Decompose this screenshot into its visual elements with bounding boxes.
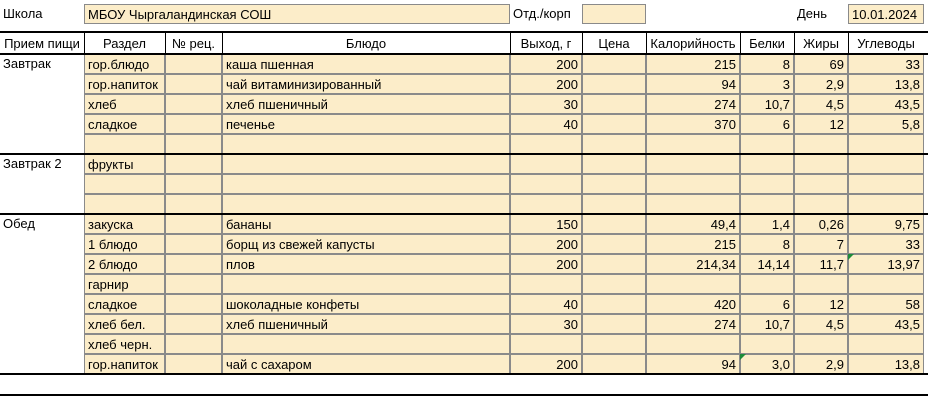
cell-section[interactable]: [84, 194, 165, 214]
cell-meal: [0, 114, 84, 134]
cell-recipe[interactable]: [165, 354, 222, 374]
cell-protein[interactable]: 6: [740, 294, 794, 314]
column-separator: [794, 33, 795, 54]
cell-meal: [0, 314, 84, 334]
cell-carbs[interactable]: [848, 334, 924, 354]
cell-comment-marker-icon[interactable]: [848, 254, 854, 260]
cell-carbs[interactable]: [848, 194, 924, 214]
cell-dish[interactable]: шоколадные конфеты: [222, 294, 510, 314]
school-field[interactable]: МБОУ Чыргаландинская СОШ: [84, 4, 510, 24]
cell-section[interactable]: гор.блюдо: [84, 54, 165, 74]
cell-price[interactable]: [582, 354, 646, 374]
cell-protein[interactable]: [740, 334, 794, 354]
cell-fat[interactable]: 12: [794, 114, 848, 134]
day-label: День: [797, 6, 827, 21]
cell-calories[interactable]: [646, 174, 740, 194]
cell-carbs[interactable]: [848, 174, 924, 194]
cell-calories[interactable]: [646, 134, 740, 154]
cell-meal: [0, 94, 84, 114]
cell-yield[interactable]: 30: [510, 314, 582, 334]
cell-price[interactable]: [582, 134, 646, 154]
col-header-carbs: Углеводы: [857, 36, 915, 51]
cell-fat[interactable]: 69: [794, 54, 848, 74]
cell-meal: [0, 334, 84, 354]
cell-recipe[interactable]: [165, 74, 222, 94]
day-field[interactable]: 10.01.2024: [848, 4, 924, 24]
column-separator: [222, 33, 223, 54]
col-header-calories: Калорийность: [650, 36, 736, 51]
cell-fat[interactable]: 0,26: [794, 214, 848, 234]
cell-carbs[interactable]: 13,8: [848, 74, 924, 94]
cell-carbs[interactable]: [848, 134, 924, 154]
cell-fat[interactable]: [794, 274, 848, 294]
cell-calories[interactable]: 215: [646, 54, 740, 74]
cell-meal: [0, 254, 84, 274]
cell-meal: [0, 274, 84, 294]
cell-protein[interactable]: 3: [740, 74, 794, 94]
cell-fat[interactable]: 2,9: [794, 74, 848, 94]
cell-calories[interactable]: 94: [646, 354, 740, 374]
cell-fat[interactable]: 11,7: [794, 254, 848, 274]
cell-protein[interactable]: 3,0: [740, 354, 794, 374]
cell-dish[interactable]: хлеб пшеничный: [222, 314, 510, 334]
cell-protein[interactable]: 10,7: [740, 314, 794, 334]
cell-fat[interactable]: [794, 134, 848, 154]
cell-yield[interactable]: 200: [510, 254, 582, 274]
cell-dish[interactable]: каша пшенная: [222, 54, 510, 74]
cell-carbs[interactable]: 9,75: [848, 214, 924, 234]
cell-section[interactable]: сладкое: [84, 114, 165, 134]
section-divider: [0, 53, 928, 55]
cell-comment-marker-icon[interactable]: [740, 354, 746, 360]
cell-fat[interactable]: 4,5: [794, 94, 848, 114]
cell-carbs[interactable]: 5,8: [848, 114, 924, 134]
cell-price[interactable]: [582, 174, 646, 194]
cell-carbs[interactable]: 58: [848, 294, 924, 314]
cell-carbs[interactable]: [848, 154, 924, 174]
cell-dish[interactable]: хлеб пшеничный: [222, 94, 510, 114]
cell-carbs[interactable]: [848, 274, 924, 294]
cell-calories[interactable]: 274: [646, 94, 740, 114]
cell-section[interactable]: 2 блюдо: [84, 254, 165, 274]
column-separator: [84, 33, 85, 54]
cell-fat[interactable]: 7: [794, 234, 848, 254]
cell-dish[interactable]: [222, 174, 510, 194]
cell-calories[interactable]: 420: [646, 294, 740, 314]
cell-section[interactable]: [84, 134, 165, 154]
section-divider: [0, 213, 928, 215]
cell-dish[interactable]: [222, 194, 510, 214]
cell-protein[interactable]: 8: [740, 234, 794, 254]
cell-meal: Завтрак: [3, 56, 51, 71]
cell-calories[interactable]: 370: [646, 114, 740, 134]
cell-price[interactable]: [582, 294, 646, 314]
cell-section[interactable]: хлеб черн.: [84, 334, 165, 354]
col-header-price: Цена: [598, 36, 630, 51]
cell-section[interactable]: хлеб бел.: [84, 314, 165, 334]
cell-calories[interactable]: 214,34: [646, 254, 740, 274]
col-header-meal: Прием пищи: [4, 36, 80, 51]
cell-fat[interactable]: 12: [794, 294, 848, 314]
cell-meal: [0, 134, 84, 154]
cell-price[interactable]: [582, 314, 646, 334]
col-header-dish: Блюдо: [345, 36, 387, 51]
cell-protein[interactable]: 14,14: [740, 254, 794, 274]
cell-protein[interactable]: 1,4: [740, 214, 794, 234]
section-divider: [0, 373, 928, 375]
cell-protein[interactable]: [740, 274, 794, 294]
cell-protein[interactable]: 6: [740, 114, 794, 134]
cell-carbs[interactable]: 33: [848, 234, 924, 254]
cell-recipe[interactable]: [165, 234, 222, 254]
cell-dish[interactable]: [222, 134, 510, 154]
cell-calories[interactable]: 274: [646, 314, 740, 334]
cell-recipe[interactable]: [165, 294, 222, 314]
cell-section[interactable]: фрукты: [84, 154, 165, 174]
section-divider: [0, 153, 928, 155]
cell-protein[interactable]: [740, 194, 794, 214]
cell-dish[interactable]: чай с сахаром: [222, 354, 510, 374]
cell-calories[interactable]: [646, 154, 740, 174]
col-header-recipe: № рец.: [171, 36, 216, 51]
cell-recipe[interactable]: [165, 254, 222, 274]
cell-fat[interactable]: [794, 194, 848, 214]
cell-fat[interactable]: [794, 154, 848, 174]
cell-carbs[interactable]: 43,5: [848, 314, 924, 334]
cell-price[interactable]: [582, 334, 646, 354]
cell-dish[interactable]: плов: [222, 254, 510, 274]
column-separator: [740, 33, 741, 54]
cell-meal: [0, 294, 84, 314]
cell-protein[interactable]: 8: [740, 54, 794, 74]
cell-yield[interactable]: 40: [510, 114, 582, 134]
cell-calories[interactable]: 215: [646, 234, 740, 254]
cell-yield[interactable]: 40: [510, 294, 582, 314]
cell-carbs[interactable]: 33: [848, 54, 924, 74]
cell-recipe[interactable]: [165, 54, 222, 74]
cell-protein[interactable]: [740, 174, 794, 194]
column-separator: [165, 33, 166, 54]
cell-meal: [0, 194, 84, 214]
cell-calories[interactable]: [646, 274, 740, 294]
cell-price[interactable]: [582, 74, 646, 94]
cell-fat[interactable]: [794, 174, 848, 194]
cell-yield[interactable]: 200: [510, 234, 582, 254]
cell-fat[interactable]: 2,9: [794, 354, 848, 374]
col-header-fat: Жиры: [803, 36, 839, 51]
cell-dish[interactable]: печенье: [222, 114, 510, 134]
col-header-protein: Белки: [749, 36, 785, 51]
cell-yield[interactable]: [510, 174, 582, 194]
cell-carbs[interactable]: 43,5: [848, 94, 924, 114]
cell-protein[interactable]: [740, 134, 794, 154]
cell-section[interactable]: 1 блюдо: [84, 234, 165, 254]
cell-dish[interactable]: [222, 154, 510, 174]
col-header-section: Раздел: [103, 36, 146, 51]
cell-recipe[interactable]: [165, 154, 222, 174]
cell-meal: [0, 234, 84, 254]
cell-protein[interactable]: [740, 154, 794, 174]
cell-recipe[interactable]: [165, 274, 222, 294]
cell-recipe[interactable]: [165, 174, 222, 194]
cell-protein[interactable]: 10,7: [740, 94, 794, 114]
cell-dish[interactable]: чай витаминизированный: [222, 74, 510, 94]
cell-meal: [0, 354, 84, 374]
cell-dish[interactable]: [222, 274, 510, 294]
cell-price[interactable]: [582, 194, 646, 214]
cell-yield[interactable]: 200: [510, 74, 582, 94]
cell-section[interactable]: гор.напиток: [84, 354, 165, 374]
cell-recipe[interactable]: [165, 194, 222, 214]
cell-section[interactable]: [84, 174, 165, 194]
column-separator: [582, 33, 583, 54]
col-header-yield: Выход, г: [520, 36, 572, 51]
cell-section[interactable]: закуска: [84, 214, 165, 234]
cell-dish[interactable]: борщ из свежей капусты: [222, 234, 510, 254]
cell-yield[interactable]: [510, 274, 582, 294]
cell-dish[interactable]: [222, 334, 510, 354]
column-separator: [646, 33, 647, 54]
cell-price[interactable]: [582, 254, 646, 274]
cell-recipe[interactable]: [165, 114, 222, 134]
cell-section[interactable]: гарнир: [84, 274, 165, 294]
cell-fat[interactable]: 4,5: [794, 314, 848, 334]
dept-label: Отд./корп: [513, 6, 571, 21]
table-bottom-border: [0, 394, 928, 396]
cell-recipe[interactable]: [165, 134, 222, 154]
cell-recipe[interactable]: [165, 314, 222, 334]
cell-price[interactable]: [582, 214, 646, 234]
cell-carbs[interactable]: 13,97: [848, 254, 924, 274]
cell-yield[interactable]: 30: [510, 94, 582, 114]
cell-price[interactable]: [582, 154, 646, 174]
cell-calories[interactable]: [646, 334, 740, 354]
cell-yield[interactable]: 200: [510, 354, 582, 374]
cell-calories[interactable]: [646, 194, 740, 214]
cell-price[interactable]: [582, 94, 646, 114]
cell-section[interactable]: хлеб: [84, 94, 165, 114]
cell-yield[interactable]: [510, 334, 582, 354]
school-label: Школа: [3, 6, 43, 21]
cell-price[interactable]: [582, 54, 646, 74]
cell-yield[interactable]: 200: [510, 54, 582, 74]
cell-recipe[interactable]: [165, 214, 222, 234]
cell-fat[interactable]: [794, 334, 848, 354]
cell-section[interactable]: гор.напиток: [84, 74, 165, 94]
cell-dish[interactable]: бананы: [222, 214, 510, 234]
section-divider: [0, 31, 928, 33]
cell-calories[interactable]: 49,4: [646, 214, 740, 234]
cell-yield[interactable]: [510, 194, 582, 214]
column-separator: [848, 33, 849, 54]
column-separator: [510, 33, 511, 54]
cell-price[interactable]: [582, 234, 646, 254]
cell-price[interactable]: [582, 274, 646, 294]
cell-recipe[interactable]: [165, 94, 222, 114]
cell-meal: [0, 74, 84, 94]
cell-meal: [0, 174, 84, 194]
cell-yield[interactable]: [510, 154, 582, 174]
cell-carbs[interactable]: 13,8: [848, 354, 924, 374]
cell-calories[interactable]: 94: [646, 74, 740, 94]
cell-meal: Завтрак 2: [3, 156, 62, 171]
cell-recipe[interactable]: [165, 334, 222, 354]
dept-field[interactable]: [582, 4, 646, 24]
cell-yield[interactable]: 150: [510, 214, 582, 234]
cell-meal: Обед: [3, 216, 35, 231]
cell-yield[interactable]: [510, 134, 582, 154]
cell-price[interactable]: [582, 114, 646, 134]
cell-section[interactable]: сладкое: [84, 294, 165, 314]
